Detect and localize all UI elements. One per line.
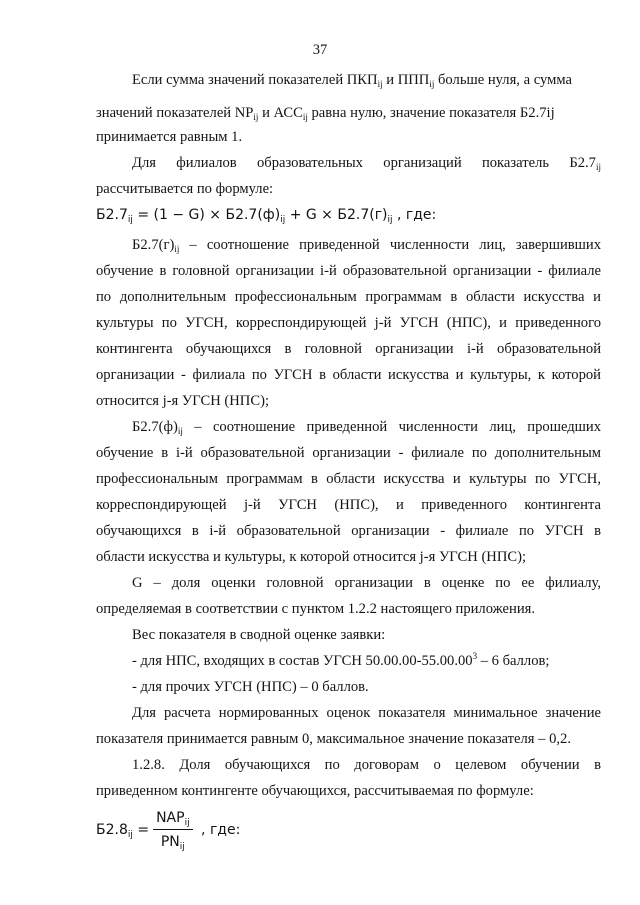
text-span: и АСС bbox=[258, 105, 303, 121]
formula-term: = (1 − G) × Б2.7(ф) bbox=[132, 207, 281, 223]
subscript: ij bbox=[127, 215, 133, 225]
text-line: приведенном контингенте обучающихся, рассчитываемая по формуле: bbox=[96, 783, 534, 799]
text-line: обучение в головной организации i-й образовательной организации - филиале bbox=[96, 263, 601, 279]
text-line: 1.2.8. Доля обучающихся по договорам о целевом обучении в bbox=[132, 757, 601, 773]
formula-b28 bbox=[96, 808, 601, 852]
text-span: больше нуля, а сумма bbox=[434, 72, 572, 88]
text-line bbox=[96, 104, 601, 122]
text-span: равна нулю, значение показателя Б2.7ij bbox=[307, 105, 555, 121]
formula-term: Б2.7 bbox=[96, 207, 128, 223]
subscript: ij bbox=[177, 426, 183, 436]
text-line: обучение в i-й образовательной организации - филиале по дополнительным bbox=[96, 445, 601, 461]
text-line: корреспондирующей j-й УГСН (НПС), и приведенного контингента bbox=[96, 497, 601, 513]
formula-term: + G × Б2.7(г) bbox=[285, 207, 388, 223]
text-span: Для филиалов образовательных организаций показатель Б2.7 bbox=[132, 155, 596, 171]
subscript: ij bbox=[429, 79, 435, 89]
fraction bbox=[153, 808, 193, 852]
text-line: области искусства и культуры, к которой относится j-я УГСН (НПС); bbox=[96, 549, 527, 565]
subscript: ij bbox=[127, 830, 133, 840]
text-line: G – доля оценки головной организации в оценке по ее филиалу, bbox=[132, 575, 601, 591]
text-span: Если сумма значений показателей ПКП bbox=[132, 72, 378, 88]
formula-term: Б2.8 bbox=[96, 822, 128, 838]
text-span: Б2.7(г) bbox=[132, 237, 175, 253]
text-line bbox=[132, 236, 601, 254]
text-line bbox=[96, 71, 601, 89]
text-span: – соотношение приведенной численности лиц, прошедших bbox=[182, 419, 601, 435]
text-line: культуры по УГСН, корреспондирующей j-й УГСН (НПС), и приведенного bbox=[96, 315, 601, 331]
subscript: ij bbox=[179, 842, 185, 852]
formula-term: , где: bbox=[392, 207, 437, 223]
text-line: по дополнительным профессиональным программам в области искусства и bbox=[96, 289, 601, 305]
subscript: ij bbox=[377, 79, 383, 89]
text-line bbox=[132, 154, 601, 172]
text-line: принимается равным 1. bbox=[96, 129, 243, 145]
page-number: 37 bbox=[312, 42, 328, 58]
text-line: определяемая в соответствии с пунктом 1.2.2 настоящего приложения. bbox=[96, 601, 535, 617]
text-line: контингента обучающихся в головной организации i-й образовательной bbox=[96, 341, 601, 357]
list-item bbox=[132, 652, 601, 670]
text-span: Б2.7(ф) bbox=[132, 419, 178, 435]
text-line: профессиональным программам в области искусства и культуры по УГСН, bbox=[96, 471, 601, 487]
formula-term: NAP bbox=[156, 810, 185, 826]
text-line: обучающихся в i-й образовательной организации - филиале по УГСН в bbox=[96, 523, 601, 539]
subscript: ij bbox=[184, 818, 190, 828]
formula-term: PN bbox=[160, 834, 180, 850]
text-line: рассчитывается по формуле: bbox=[96, 181, 274, 197]
footnote-marker: 3 bbox=[472, 651, 478, 661]
text-line: организации - филиала по УГСН в области искусства и культуры, к которой bbox=[96, 367, 601, 383]
text-span: и ППП bbox=[382, 72, 430, 88]
subscript: ij bbox=[280, 215, 286, 225]
text-line bbox=[132, 418, 601, 436]
text-line: относится j-я УГСН (НПС); bbox=[96, 393, 269, 409]
subscript: ij bbox=[595, 162, 601, 172]
formula-term: , где: bbox=[196, 822, 241, 838]
text-span: - для НПС, входящих в состав УГСН 50.00.00-55.00.00 bbox=[132, 653, 473, 669]
fraction-numerator bbox=[153, 808, 193, 830]
list-item: - для прочих УГСН (НПС) – 0 баллов. bbox=[132, 679, 369, 695]
formula-term: = bbox=[132, 822, 150, 838]
text-span: значений показателей NP bbox=[96, 105, 254, 121]
subscript: ij bbox=[387, 215, 393, 225]
subscript: ij bbox=[174, 244, 180, 254]
subscript: ij bbox=[302, 112, 308, 122]
text-span: – 6 баллов; bbox=[477, 653, 550, 669]
text-line: Вес показателя в сводной оценке заявки: bbox=[132, 627, 386, 643]
text-line: показателя принимается равным 0, максимальное значение показателя – 0,2. bbox=[96, 731, 571, 747]
subscript: ij bbox=[253, 112, 259, 122]
fraction-denominator bbox=[153, 830, 193, 852]
text-span: – соотношение приведенной численности лиц, завершивших bbox=[179, 237, 601, 253]
text-line: Для расчета нормированных оценок показателя минимальное значение bbox=[132, 705, 601, 721]
formula-b27 bbox=[96, 206, 601, 224]
